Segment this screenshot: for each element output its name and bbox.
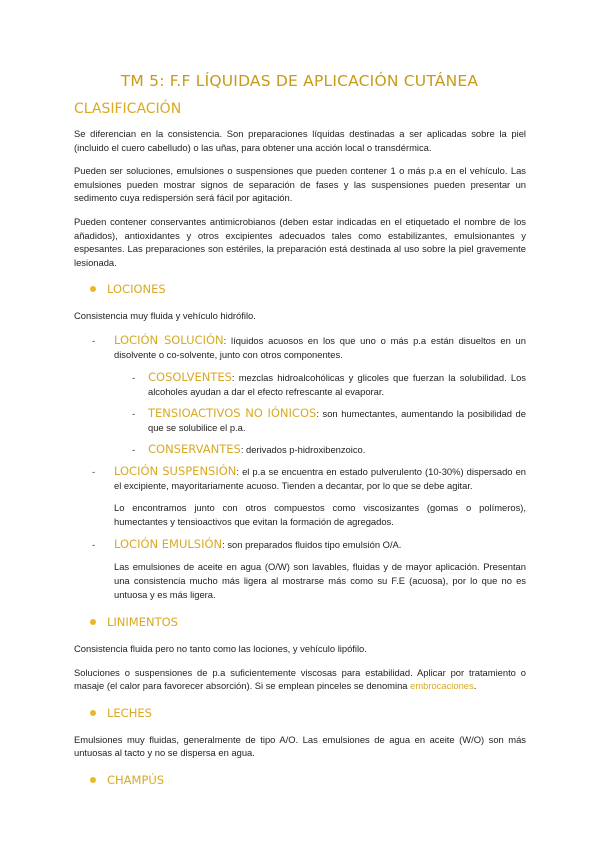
list-item-tensioactivos <box>132 406 526 435</box>
term-text: : el p.a se encuentra en estado pulverulento (10-30%) dispersado en el excipiente, mayoritariamente acuoso. Tienden a decantar, por lo que se debe agitar. <box>114 465 526 491</box>
term-label: TENSIOACTIVOS NO IÓNICOS <box>148 405 317 420</box>
dash-icon: - <box>132 443 136 455</box>
list-item-conservantes <box>132 442 526 457</box>
linimentos-text: Soluciones o suspensiones de p.a suficientemente viscosas para estabilidad. Aplicar por tratamiento o masaje (el calor para favorecer absorción). Si se emplean pinceles se denomina embrocaciones. <box>74 666 526 692</box>
term-text: : líquidos acuosos en los que uno o más p.a están disueltos en un disolvente o co-solvente, junto con otros componentes. <box>114 334 526 360</box>
list-item-locion-suspension <box>92 464 526 493</box>
list-item-locion-emulsion <box>92 537 526 552</box>
dash-icon: - <box>132 407 136 419</box>
term-text: : son humectantes, aumentando la posibilidad de que se solubilice el p.a. <box>148 407 526 433</box>
linimentos-desc: Consistencia fluida pero no tanto como las lociones, y vehículo lipófilo. <box>74 642 367 654</box>
bullet-label: LECHES <box>107 705 152 720</box>
dash-icon: - <box>92 538 96 550</box>
bullet-leches <box>90 706 526 720</box>
page-title: TM 5: F.F LÍQUIDAS DE APLICACIÓN CUTÁNEA <box>120 72 479 90</box>
bullet-lociones <box>90 282 526 296</box>
bullet-label: CHAMPÚS <box>107 772 165 787</box>
list-item-locion-solucion <box>92 333 526 362</box>
bullet-dot-icon <box>90 777 96 783</box>
emulsion-extra: Las emulsiones de aceite en agua (O/W) son lavables, fluidas y de mayor aplicación. Presentan una consistencia mucho más ligera al mostrarse más como su F.E (acuosa), por lo que no es untuosa y es más ligera. <box>114 560 526 600</box>
term-label: LOCIÓN EMULSIÓN <box>114 536 223 551</box>
list-item-cosolventes <box>132 370 526 399</box>
dash-icon: - <box>132 371 136 383</box>
dash-icon: - <box>92 334 96 346</box>
term-label: LOCIÓN SOLUCIÓN <box>114 332 224 347</box>
intro-paragraph-2: Pueden ser soluciones, emulsiones o suspensiones que pueden contener 1 o más p.a en el vehículo. Las emulsiones pueden mostrar signos de separación de fases y las suspensiones pueden presentar un sedimento cuya redispersión será fácil por agitación. <box>74 165 526 204</box>
leches-text: Emulsiones muy fluidas, generalmente de tipo A/O. Las emulsiones de agua en aceite (W/O) son más untuosas al tacto y no se dispersa en agua. <box>74 733 526 759</box>
lociones-desc: Consistencia muy fluida y vehículo hidrófilo. <box>74 310 256 322</box>
bullet-champus <box>90 773 526 787</box>
highlight-embrocaciones: embrocaciones <box>410 680 474 692</box>
term-text: : son preparados fluidos tipo emulsión O/A. <box>222 538 402 550</box>
bullet-dot-icon <box>90 710 96 716</box>
intro-paragraph-3: Pueden contener conservantes antimicrobianos (deben estar indicadas en el etiquetado el nombre de los añadidos), antioxidantes y otros excipientes adecuados tales como estabilizantes, emulsionantes y espesantes. Las preparaciones son estériles, la preparación está destinada al uso sobre la piel gravemente lesionada. <box>74 215 526 268</box>
section-heading: CLASIFICACIÓN <box>74 101 182 117</box>
dash-icon: - <box>92 465 96 477</box>
intro-paragraph-1: Se diferencian en la consistencia. Son preparaciones líquidas destinadas a ser aplicadas sobre la piel (incluido el cuero cabelludo) o las uñas, para obtener una acción local o transdérmica. <box>74 128 526 153</box>
bullet-dot-icon <box>90 286 96 292</box>
bullet-label: LOCIONES <box>107 282 166 297</box>
suspension-extra: Lo encontramos junto con otros compuestos como viscosizantes (gomas o polímeros), humectantes y tensioactivos que evitan la formación de agregados. <box>114 501 526 527</box>
term-label: LOCIÓN SUSPENSIÓN <box>114 463 237 478</box>
term-label: CONSERVANTES <box>148 441 241 456</box>
term-text: : derivados p-hidroxibenzoico. <box>240 443 366 455</box>
bullet-linimentos <box>90 615 526 629</box>
bullet-label: LINIMENTOS <box>107 614 178 629</box>
bullet-dot-icon <box>90 619 96 625</box>
term-label: COSOLVENTES <box>148 369 232 384</box>
term-text: : mezclas hidroalcohólicas y glicoles que fuerzan la solubilidad. Los alcoholes ayudan a dar el efecto refrescante al evaporar. <box>148 371 526 397</box>
content <box>74 127 526 800</box>
